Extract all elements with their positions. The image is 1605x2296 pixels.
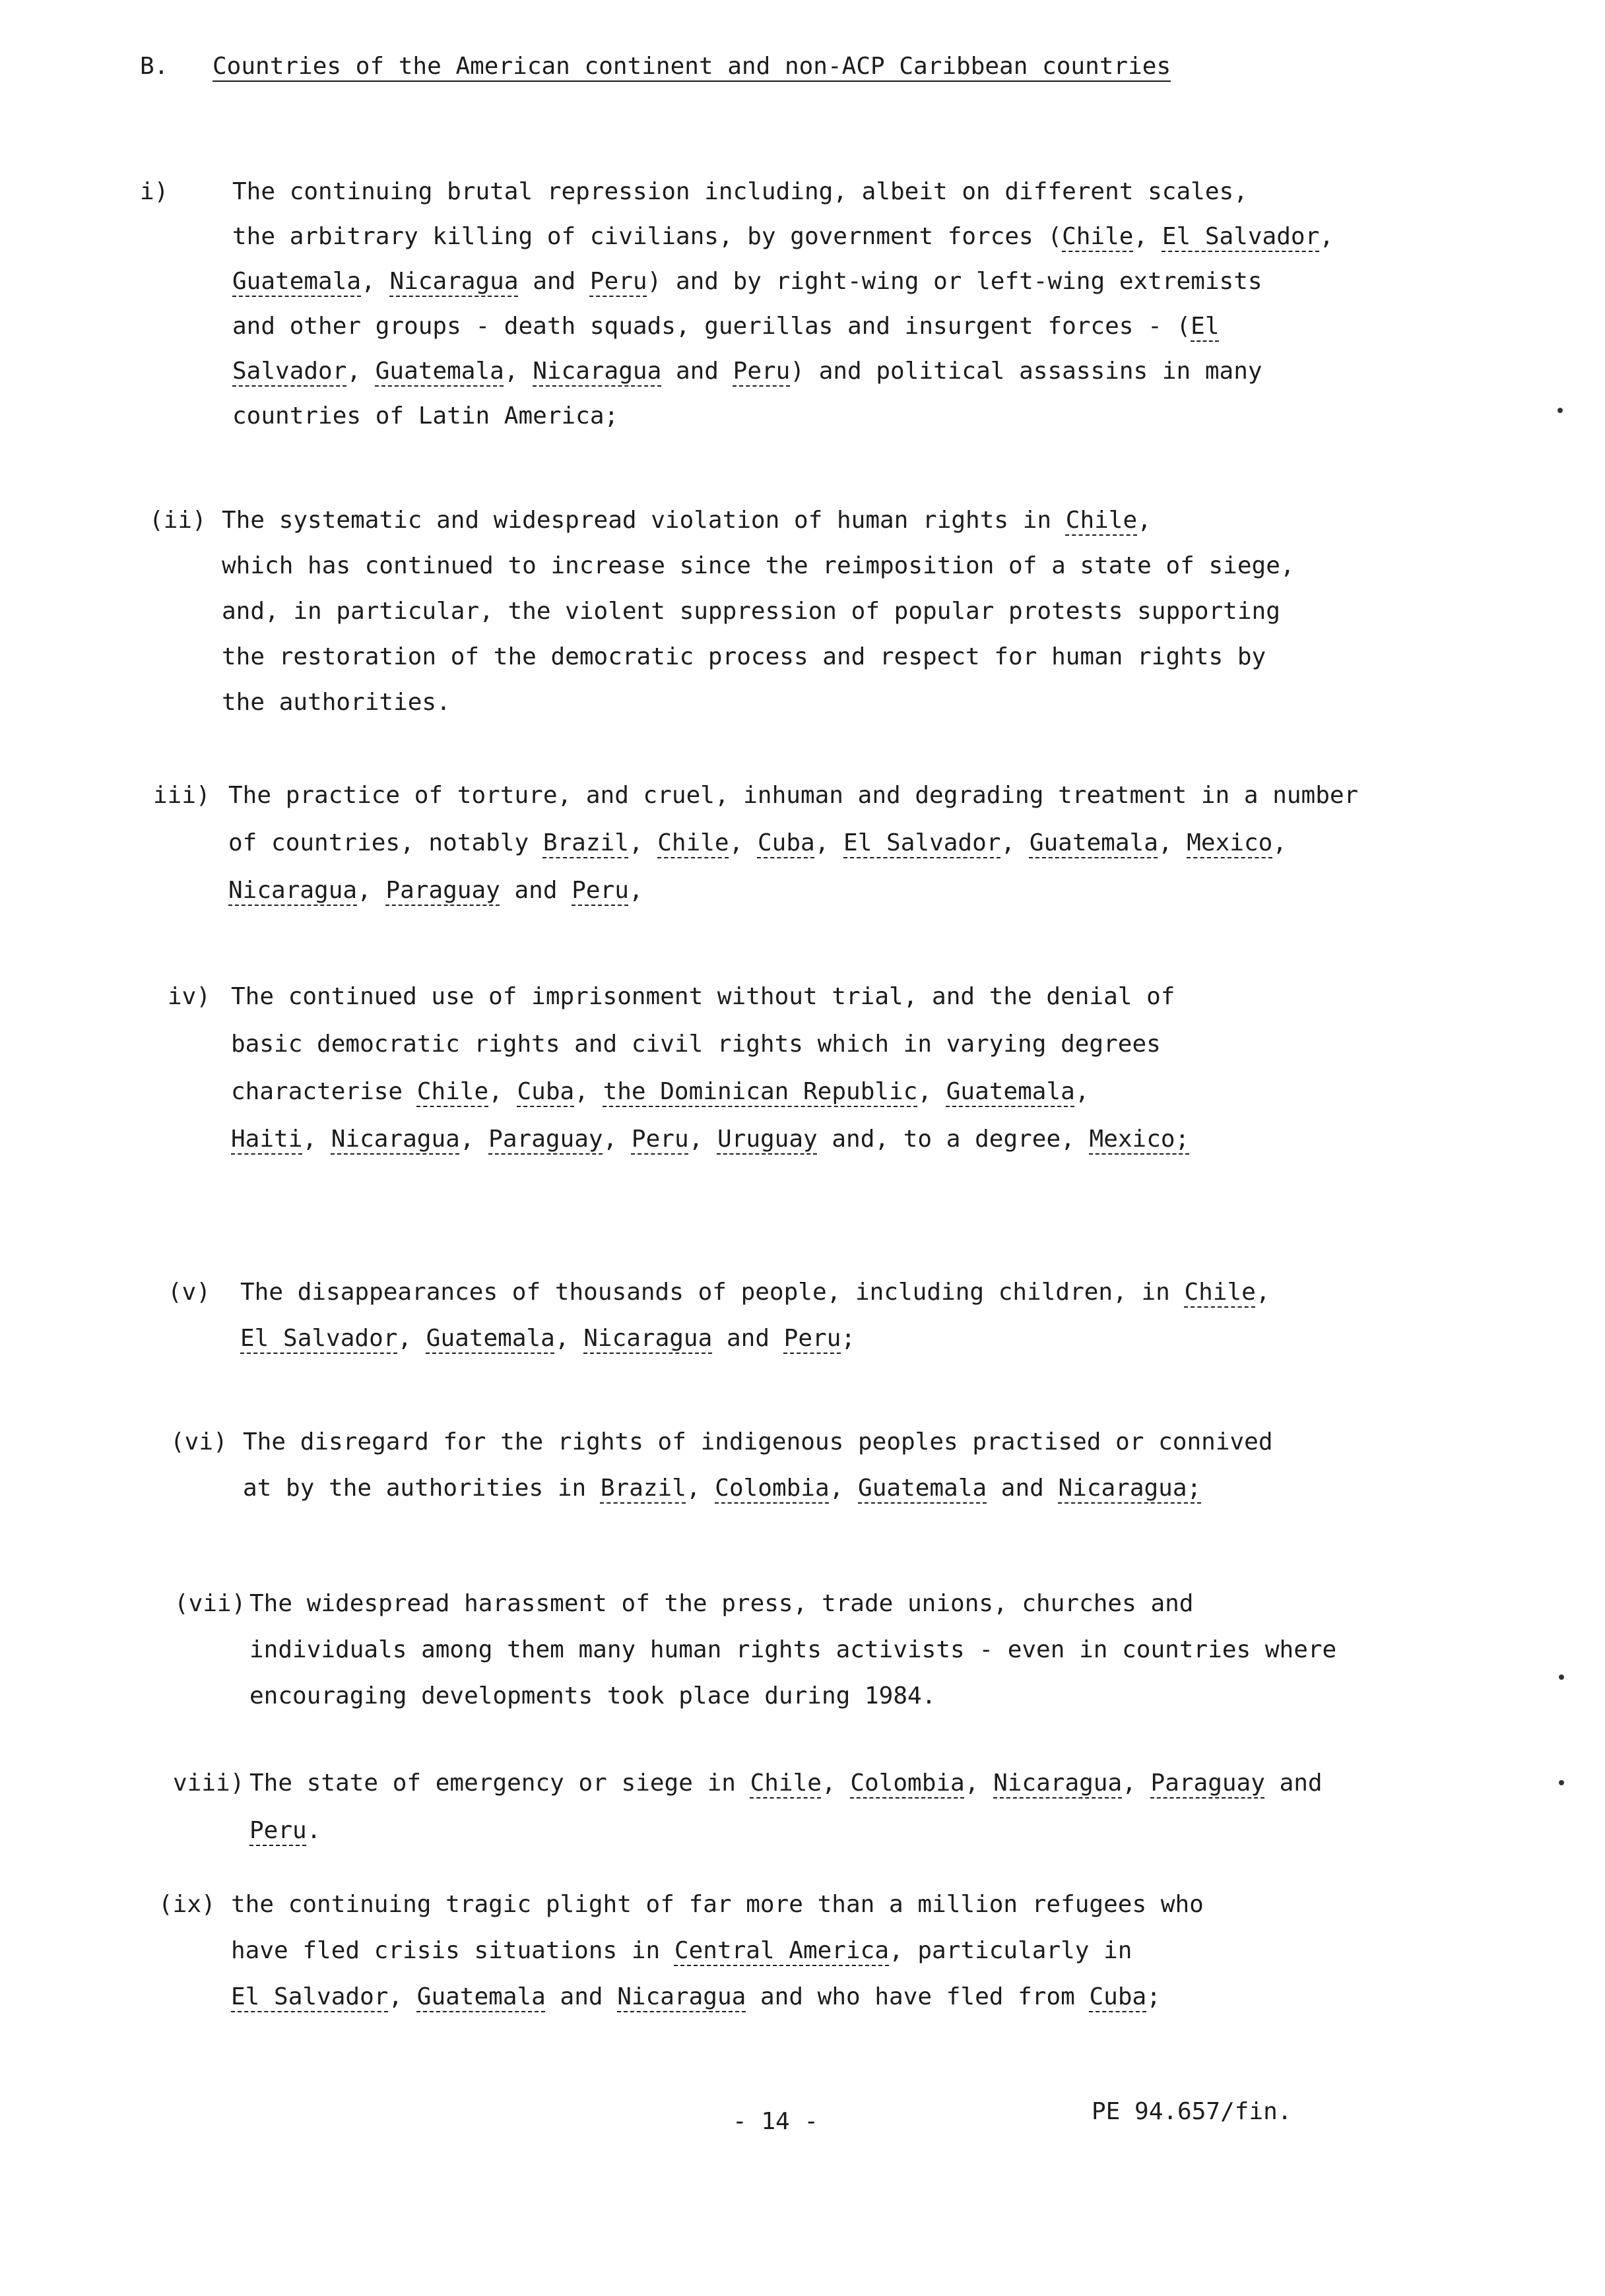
text-line [222, 643, 1266, 670]
country-name: Nicaragua [331, 1126, 460, 1153]
item-number: (vii) [174, 1590, 246, 1617]
country-name: El Salvador [240, 1325, 398, 1352]
text-segment: of countries, notably [228, 829, 543, 856]
text-line [249, 1590, 1193, 1617]
text-segment: ) and by right-wing or left-wing extremists [647, 268, 1262, 295]
text-line [228, 829, 1287, 856]
text-segment: the authorities. [222, 689, 451, 716]
country-name: Paraguay [1150, 1770, 1265, 1797]
text-segment: The practice of torture, and cruel, inhuman and degrading treatment in a number [228, 782, 1359, 809]
text-line [232, 223, 1334, 250]
country-name: Haiti [231, 1126, 303, 1153]
country-name: Central America [674, 1937, 889, 1964]
item-number: (v) [168, 1279, 211, 1306]
text-segment: , [814, 829, 844, 856]
text-segment: and other groups - death squads, guerillas and insurgent forces - ( [232, 313, 1191, 340]
text-segment: and [712, 1325, 784, 1352]
text-segment: , [554, 1325, 584, 1352]
country-name: El [1191, 313, 1220, 340]
country-name: El Salvador [231, 1983, 389, 2010]
text-segment: The continuing brutal repression including, albeit on different scales, [232, 178, 1248, 205]
country-name: Chile [1065, 507, 1138, 534]
text-segment: , [488, 1078, 517, 1105]
text-segment: The continued use of imprisonment without trial, and the denial of [231, 983, 1175, 1010]
text-segment: , [357, 877, 386, 904]
text-line [249, 1682, 936, 1709]
text-segment: The systematic and widespread violation of human rights in [222, 507, 1066, 534]
text-line [249, 1770, 1323, 1797]
country-name: Nicaragua [533, 358, 662, 385]
country-name: Nicaragua; [1058, 1475, 1202, 1502]
text-segment: , [361, 268, 390, 295]
text-segment: and who have fled from [746, 1983, 1090, 2010]
country-name: Nicaragua [617, 1983, 746, 2010]
country-name: Brazil [600, 1475, 686, 1502]
text-segment: , [1137, 507, 1152, 534]
text-segment: and [500, 877, 572, 904]
item-number: (vi) [170, 1428, 228, 1455]
text-line [222, 507, 1152, 534]
text-line [240, 1279, 1270, 1306]
country-name: Guatemala [1029, 829, 1158, 856]
section-title: Countries of the American continent and non-ACP Caribbean countries [213, 53, 1171, 80]
text-line [228, 877, 643, 904]
country-name: Chile [750, 1770, 822, 1797]
country-name: Guatemala [232, 268, 362, 295]
item-number: i) [140, 178, 169, 205]
scan-speck [1557, 408, 1563, 413]
text-segment: , [574, 1078, 603, 1105]
country-name: Chile [1184, 1279, 1256, 1306]
country-name: El Salvador [843, 829, 1001, 856]
text-segment: encouraging developments took place during 1984. [249, 1682, 936, 1709]
text-segment: and, in particular, the violent suppression of popular protests supporting [222, 598, 1280, 625]
text-line [232, 402, 618, 430]
country-name: Colombia [850, 1770, 965, 1797]
country-name: Mexico [1187, 829, 1273, 856]
country-name: Chile [657, 829, 729, 856]
text-segment: , [628, 877, 643, 904]
text-segment: , [388, 1983, 417, 2010]
country-name: Mexico; [1089, 1126, 1190, 1153]
section-label: B. [140, 53, 169, 80]
text-line [243, 1428, 1273, 1455]
country-name: Cuba [1089, 1983, 1147, 2010]
text-segment: , [1133, 223, 1162, 250]
text-segment: , [628, 829, 658, 856]
country-name: the Dominican Republic [603, 1078, 918, 1105]
text-line [232, 178, 1248, 205]
text-line [231, 1983, 1161, 2010]
text-line [222, 689, 451, 716]
country-name: Chile [1062, 223, 1134, 250]
country-name: Chile [416, 1078, 489, 1105]
country-name: El Salvador [1162, 223, 1320, 250]
text-line [231, 983, 1175, 1010]
country-name: Uruguay [717, 1126, 818, 1153]
item-number: viii) [173, 1770, 245, 1797]
text-segment: , [459, 1126, 489, 1153]
text-segment: at by the authorities in [243, 1475, 601, 1502]
country-name: Paraguay [488, 1126, 603, 1153]
country-name: Peru [589, 268, 647, 295]
section-heading [140, 53, 1171, 80]
text-segment: the arbitrary killing of civilians, by government forces ( [232, 223, 1063, 250]
text-segment: , [1122, 1770, 1151, 1797]
text-segment: and [987, 1475, 1059, 1502]
text-segment: , [964, 1770, 994, 1797]
text-segment: basic democratic rights and civil rights which in varying degrees [231, 1031, 1161, 1058]
text-segment: ) and political assassins in many [790, 358, 1262, 385]
text-line [231, 1078, 1090, 1105]
country-name: Nicaragua [583, 1325, 713, 1352]
country-name: Nicaragua [228, 877, 358, 904]
country-name: Cuba [517, 1078, 575, 1105]
text-line [240, 1325, 855, 1352]
country-name: Peru [733, 358, 791, 385]
country-name: Colombia [715, 1475, 830, 1502]
text-segment: , [1074, 1078, 1090, 1105]
text-segment: , particularly in [889, 1937, 1132, 1964]
text-segment: , [917, 1078, 946, 1105]
text-segment: , [821, 1770, 851, 1797]
item-number: iii) [153, 782, 211, 809]
country-name: Salvador [232, 358, 347, 385]
text-line [231, 1126, 1189, 1153]
text-segment: characterise [231, 1078, 417, 1105]
text-line [232, 268, 1262, 295]
text-segment: ; [1146, 1983, 1161, 2010]
text-segment: which has continued to increase since the reimposition of a state of siege, [222, 552, 1295, 579]
document-reference: PE 94.657/fin. [1092, 2098, 1292, 2125]
text-segment: , [346, 358, 376, 385]
text-line [243, 1475, 1201, 1502]
text-segment: , [1272, 829, 1287, 856]
text-segment: , [729, 829, 758, 856]
text-segment: . [306, 1817, 321, 1844]
item-number: (ii) [149, 507, 207, 534]
text-segment: The disappearances of thousands of people, including children, in [240, 1279, 1185, 1306]
text-segment: and, to a degree, [817, 1126, 1090, 1153]
country-name: Peru [631, 1126, 689, 1153]
text-segment: , [688, 1126, 717, 1153]
country-name: Paraguay [385, 877, 500, 904]
text-segment: and [518, 268, 590, 295]
scan-speck [1559, 1780, 1564, 1785]
text-segment: , [504, 358, 533, 385]
text-line [228, 782, 1358, 809]
text-line [222, 598, 1280, 625]
country-name: Nicaragua [993, 1770, 1123, 1797]
text-segment: and [1264, 1770, 1323, 1797]
country-name: Peru [572, 877, 629, 904]
text-segment: , [1255, 1279, 1270, 1306]
text-line [249, 1636, 1336, 1663]
text-line [232, 358, 1262, 385]
text-segment: have fled crisis situations in [231, 1937, 674, 1964]
text-segment: and [661, 358, 733, 385]
text-segment: , [1319, 223, 1334, 250]
text-line [231, 1937, 1132, 1964]
text-segment: , [1000, 829, 1030, 856]
country-name: Guatemala [375, 358, 504, 385]
country-name: Peru [249, 1817, 307, 1844]
scan-speck [1559, 1674, 1564, 1680]
text-line [231, 1031, 1161, 1058]
country-name: Guatemala [426, 1325, 555, 1352]
text-segment: , [1158, 829, 1187, 856]
item-number: (ix) [158, 1891, 216, 1918]
text-segment: The widespread harassment of the press, trade unions, churches and [249, 1590, 1194, 1617]
text-line [231, 1891, 1204, 1918]
text-segment: , [302, 1126, 331, 1153]
text-segment: , [829, 1475, 859, 1502]
text-segment: , [603, 1126, 632, 1153]
country-name: Peru [783, 1325, 841, 1352]
text-segment: , [397, 1325, 426, 1352]
text-segment: ; [841, 1325, 856, 1352]
page-number: - 14 - [733, 2108, 819, 2135]
country-name: Guatemala [858, 1475, 987, 1502]
text-line [232, 313, 1220, 340]
country-name: Nicaragua [389, 268, 519, 295]
text-segment: The state of emergency or siege in [249, 1770, 750, 1797]
text-segment: The disregard for the rights of indigenous peoples practised or connived [243, 1428, 1273, 1455]
country-name: Brazil [542, 829, 629, 856]
text-segment: and [545, 1983, 618, 2010]
text-line [222, 552, 1295, 579]
country-name: Guatemala [946, 1078, 1075, 1105]
item-number: iv) [168, 983, 211, 1010]
text-segment: the restoration of the democratic process and respect for human rights by [222, 643, 1266, 670]
text-segment: individuals among them many human rights activists - even in countries where [249, 1636, 1337, 1663]
country-name: Cuba [757, 829, 815, 856]
text-line [249, 1817, 321, 1844]
country-name: Guatemala [416, 1983, 546, 2010]
text-segment: countries of Latin America; [232, 402, 619, 430]
text-segment: the continuing tragic plight of far more than a million refugees who [231, 1891, 1204, 1918]
text-segment: , [686, 1475, 715, 1502]
